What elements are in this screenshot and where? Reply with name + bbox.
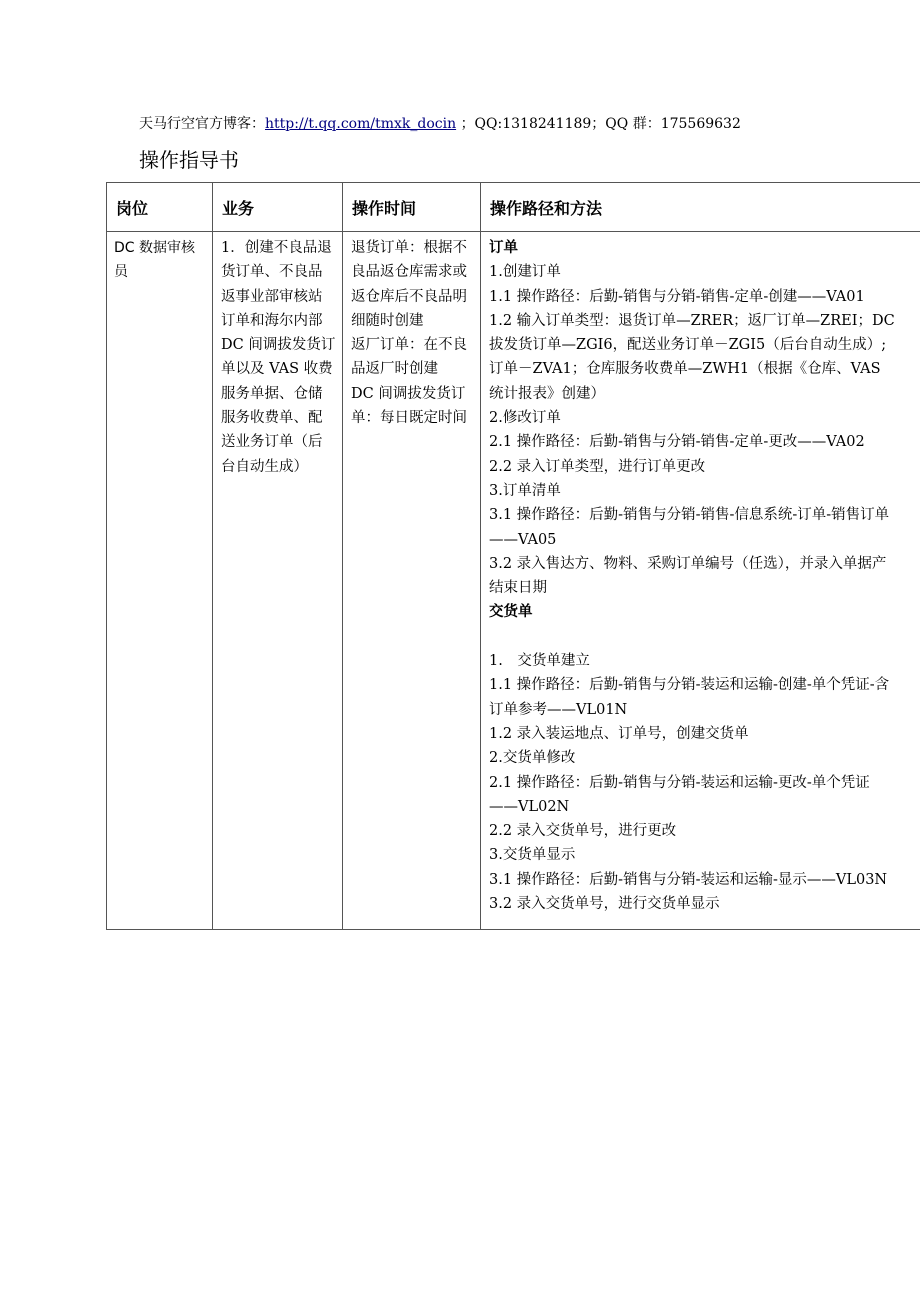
method-line: 1.创建订单 (489, 264, 561, 281)
method-line: ——VL02N (489, 798, 570, 815)
method-cell (481, 232, 920, 930)
section-heading: 交货单 (489, 603, 533, 621)
time-cell (343, 232, 481, 930)
role-cell (107, 232, 213, 930)
method-line: 2.1 操作路径：后勤-销售与分销-装运和运输-更改-单个凭证 (489, 774, 870, 791)
method-line (489, 625, 920, 649)
method-line: 1.1 操作路径：后勤-销售与分销-装运和运输-创建-单个凭证-含 (489, 677, 890, 694)
method-line: 3.2 录入售达方、物料、采购订单编号（任选），并录入单据产 (489, 555, 887, 572)
header-line (139, 114, 741, 134)
section-heading: 订单 (489, 239, 518, 256)
method-line: 2.交货单修改 (489, 750, 576, 767)
method-line: 订单参考——VL01N (489, 701, 628, 718)
business-cell (213, 232, 343, 930)
method-line: 1.2 录入装运地点、订单号，创建交货单 (489, 725, 749, 742)
method-line: 3.交货单显示 (489, 847, 576, 864)
table-header-row (107, 183, 920, 232)
method-line: 3.1 操作路径：后勤-销售与分销-装运和运输-显示——VL03N (489, 871, 888, 888)
method-line: 3.1 操作路径：后勤-销售与分销-销售-信息系统-订单-销售订单 (489, 507, 890, 524)
time-text: 退货订单：根据不良品返仓库需求或返仓库后不良品明细随时创建 返厂订单：在不良品返厂时创建 DC 间调拔发货订单：每日既定时间 (351, 240, 467, 427)
method-line: 2.2 录入订单类型，进行订单更改 (489, 458, 706, 475)
role-text: DC 数据审核员 (114, 240, 196, 281)
header-blog-label: 天马行空官方博客： (139, 116, 265, 132)
method-line: 结束日期 (489, 580, 547, 597)
header-qq-info: ；QQ:1318241189；QQ 群：175569632 (460, 116, 741, 132)
table-row (107, 232, 920, 930)
column-header-method: 操作路径和方法 (481, 183, 920, 232)
method-line: 1.1 操作路径：后勤-销售与分销-销售-定单-创建——VA01 (489, 288, 865, 305)
method-line: 3.2 录入交货单号，进行交货单显示 (489, 896, 720, 913)
guide-table (106, 182, 920, 930)
method-lines (481, 232, 920, 916)
method-line: 2.1 操作路径：后勤-销售与分销-销售-定单-更改——VA02 (489, 434, 865, 451)
column-header-time: 操作时间 (343, 183, 481, 232)
method-line: 统计报表》创建） (489, 385, 605, 402)
method-line: 1. 交货单建立 (489, 653, 590, 670)
method-line: 1.2 输入订单类型：退货订单—ZRER；返厂订单—ZREI；DC (489, 312, 895, 329)
method-line: ——VA05 (489, 531, 557, 548)
method-line: 3.订单清单 (489, 482, 561, 499)
method-line: 拔发货订单—ZGI6，配送业务订单－ZGI5（后台自动生成）; (489, 337, 887, 354)
column-header-business: 业务 (213, 183, 343, 232)
blog-link[interactable]: http://t.qq.com/tmxk_docin (265, 116, 457, 132)
method-line: 2.修改订单 (489, 410, 561, 427)
method-line: 2.2 录入交货单号，进行更改 (489, 823, 677, 840)
business-text: 1．创建不良品退货订单、不良品返事业部审核站订单和海尔内部 DC 间调拔发货订单以及 VAS 收费服务单据、仓储服务收费单、配送业务订单（后台自动生成） (221, 240, 336, 475)
page-title: 操作指导书 (139, 148, 239, 172)
column-header-role: 岗位 (107, 183, 213, 232)
method-line: 订单－ZVA1；仓库服务收费单—ZWH1（根据《仓库、VAS (489, 361, 881, 378)
